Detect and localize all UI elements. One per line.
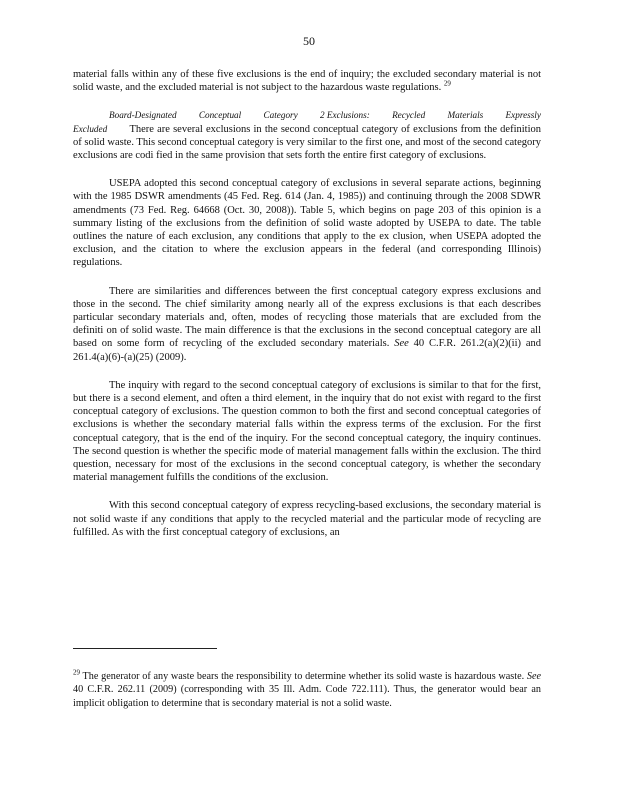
paragraph-2-text: There are several exclusions in the second conceptual category of exclusions from the definition of solid waste. This second conceptual category is very similar to the first one, and most of the second category exclusions are codi fied in the same provision that sets forth the entire first category of exclusions.	[73, 123, 542, 162]
heading-word-5: Recycled	[392, 110, 426, 121]
footnote-reference: 29	[443, 79, 451, 88]
footnote	[73, 670, 541, 710]
page-number: 50	[303, 34, 315, 48]
footnote-number: 29	[73, 668, 80, 677]
paragraph-1-text: material falls within any of these five exclusions is the end of inquiry; the excluded secondary material is not solid waste, and the excluded material is not subject to the hazardous waste regulations.	[73, 69, 541, 94]
heading-word-6: Materials	[447, 110, 484, 121]
footnote-see: See	[526, 671, 542, 682]
heading-word-8: Excluded	[73, 123, 108, 134]
heading-word-4: 2 Exclusions:	[320, 110, 370, 121]
footnote-text-b: 40 C.F.R. 262.11 (2009) (corresponding with 35 Ill. Adm. Code 722.111). Thus, the generator would bear an implicit obligation to determine that is secondary material is not a solid waste.	[73, 684, 541, 709]
paragraph-1	[73, 68, 541, 94]
paragraph-5: The inquiry with regard to the second conceptual category of exclusions is similar to that for the first, but there is a second element, and often a third element, in the inquiry that do not exist with regard to the first conceptual category of exclusions. The question common to both the first and second conceptual categories of exclusions is whether the secondary material falls within the express terms of the exclusion. For the first conceptual category, that is the end of the inquiry. For the second conceptual category, the inquiry continues. The second question is whether the specific mode of material management falls within the exclusion. The third question, necessary for most of the exclusions in the second conceptual category, is whether the secondary material management fulfills the conditions of the exclusion.	[73, 379, 541, 484]
body-text	[73, 68, 541, 554]
heading-word-2: Conceptual	[198, 110, 242, 121]
paragraph-4-see: See	[394, 338, 409, 350]
heading-word-7: Expressly	[505, 110, 541, 121]
section-heading	[73, 109, 541, 162]
heading-word-3: Category	[263, 110, 298, 121]
paragraph-2	[73, 123, 541, 163]
footnote-separator	[73, 648, 217, 649]
paragraph-4-text-a: There are similarities and differences between the first conceptual category express exclusions and those in the second. The chief similarity among nearly all of the express exclusions is that each describes particular secondary materials and, often, modes of recycling those materials that are excluded from the definiti on of solid waste. The main difference is that the exclusions in the second conceptual category are all based on some form of recycling of the excluded secondary materials.	[73, 285, 541, 350]
paragraph-6: With this second conceptual category of express recycling-based exclusions, the secondary material is not solid waste if any conditions that apply to the recycled material and the particular mode of recycling are fulfilled. As with the first conceptual category of exclusions, an	[73, 500, 541, 538]
heading-word-1: Board-Designated	[109, 110, 177, 121]
paragraph-3: USEPA adopted this second conceptual category of exclusions in several separate actions, beginning with the 1985 DSWR amendments (45 Fed. Reg. 614 (Jan. 4, 1985)) and continuing through the 2008 SDWR amendments (73 Fed. Reg. 64668 (Oct. 30, 2008)). Table 5, which begins on page 203 of this opinion is a summary listing of the exclusions from the definition of solid waste adopted by USEPA to date. The table outlines the nature of each exclusion, any conditions that apply to the ex clusion, when USEPA adopted the exclusion, and the citation to where the exclusion appears in the federal (and corresponding Illinois) regulations.	[73, 178, 541, 269]
footnote-text-a: The generator of any waste bears the responsibility to determine whether its solid waste is hazardous waste.	[82, 671, 525, 682]
heading-line	[73, 109, 541, 122]
paragraph-4-text-b: 40 C.F.R. 261.2(a)(2)(ii) and 261.4(a)(6)-(a)(25) (2009).	[73, 338, 542, 363]
paragraph-4	[73, 285, 541, 364]
